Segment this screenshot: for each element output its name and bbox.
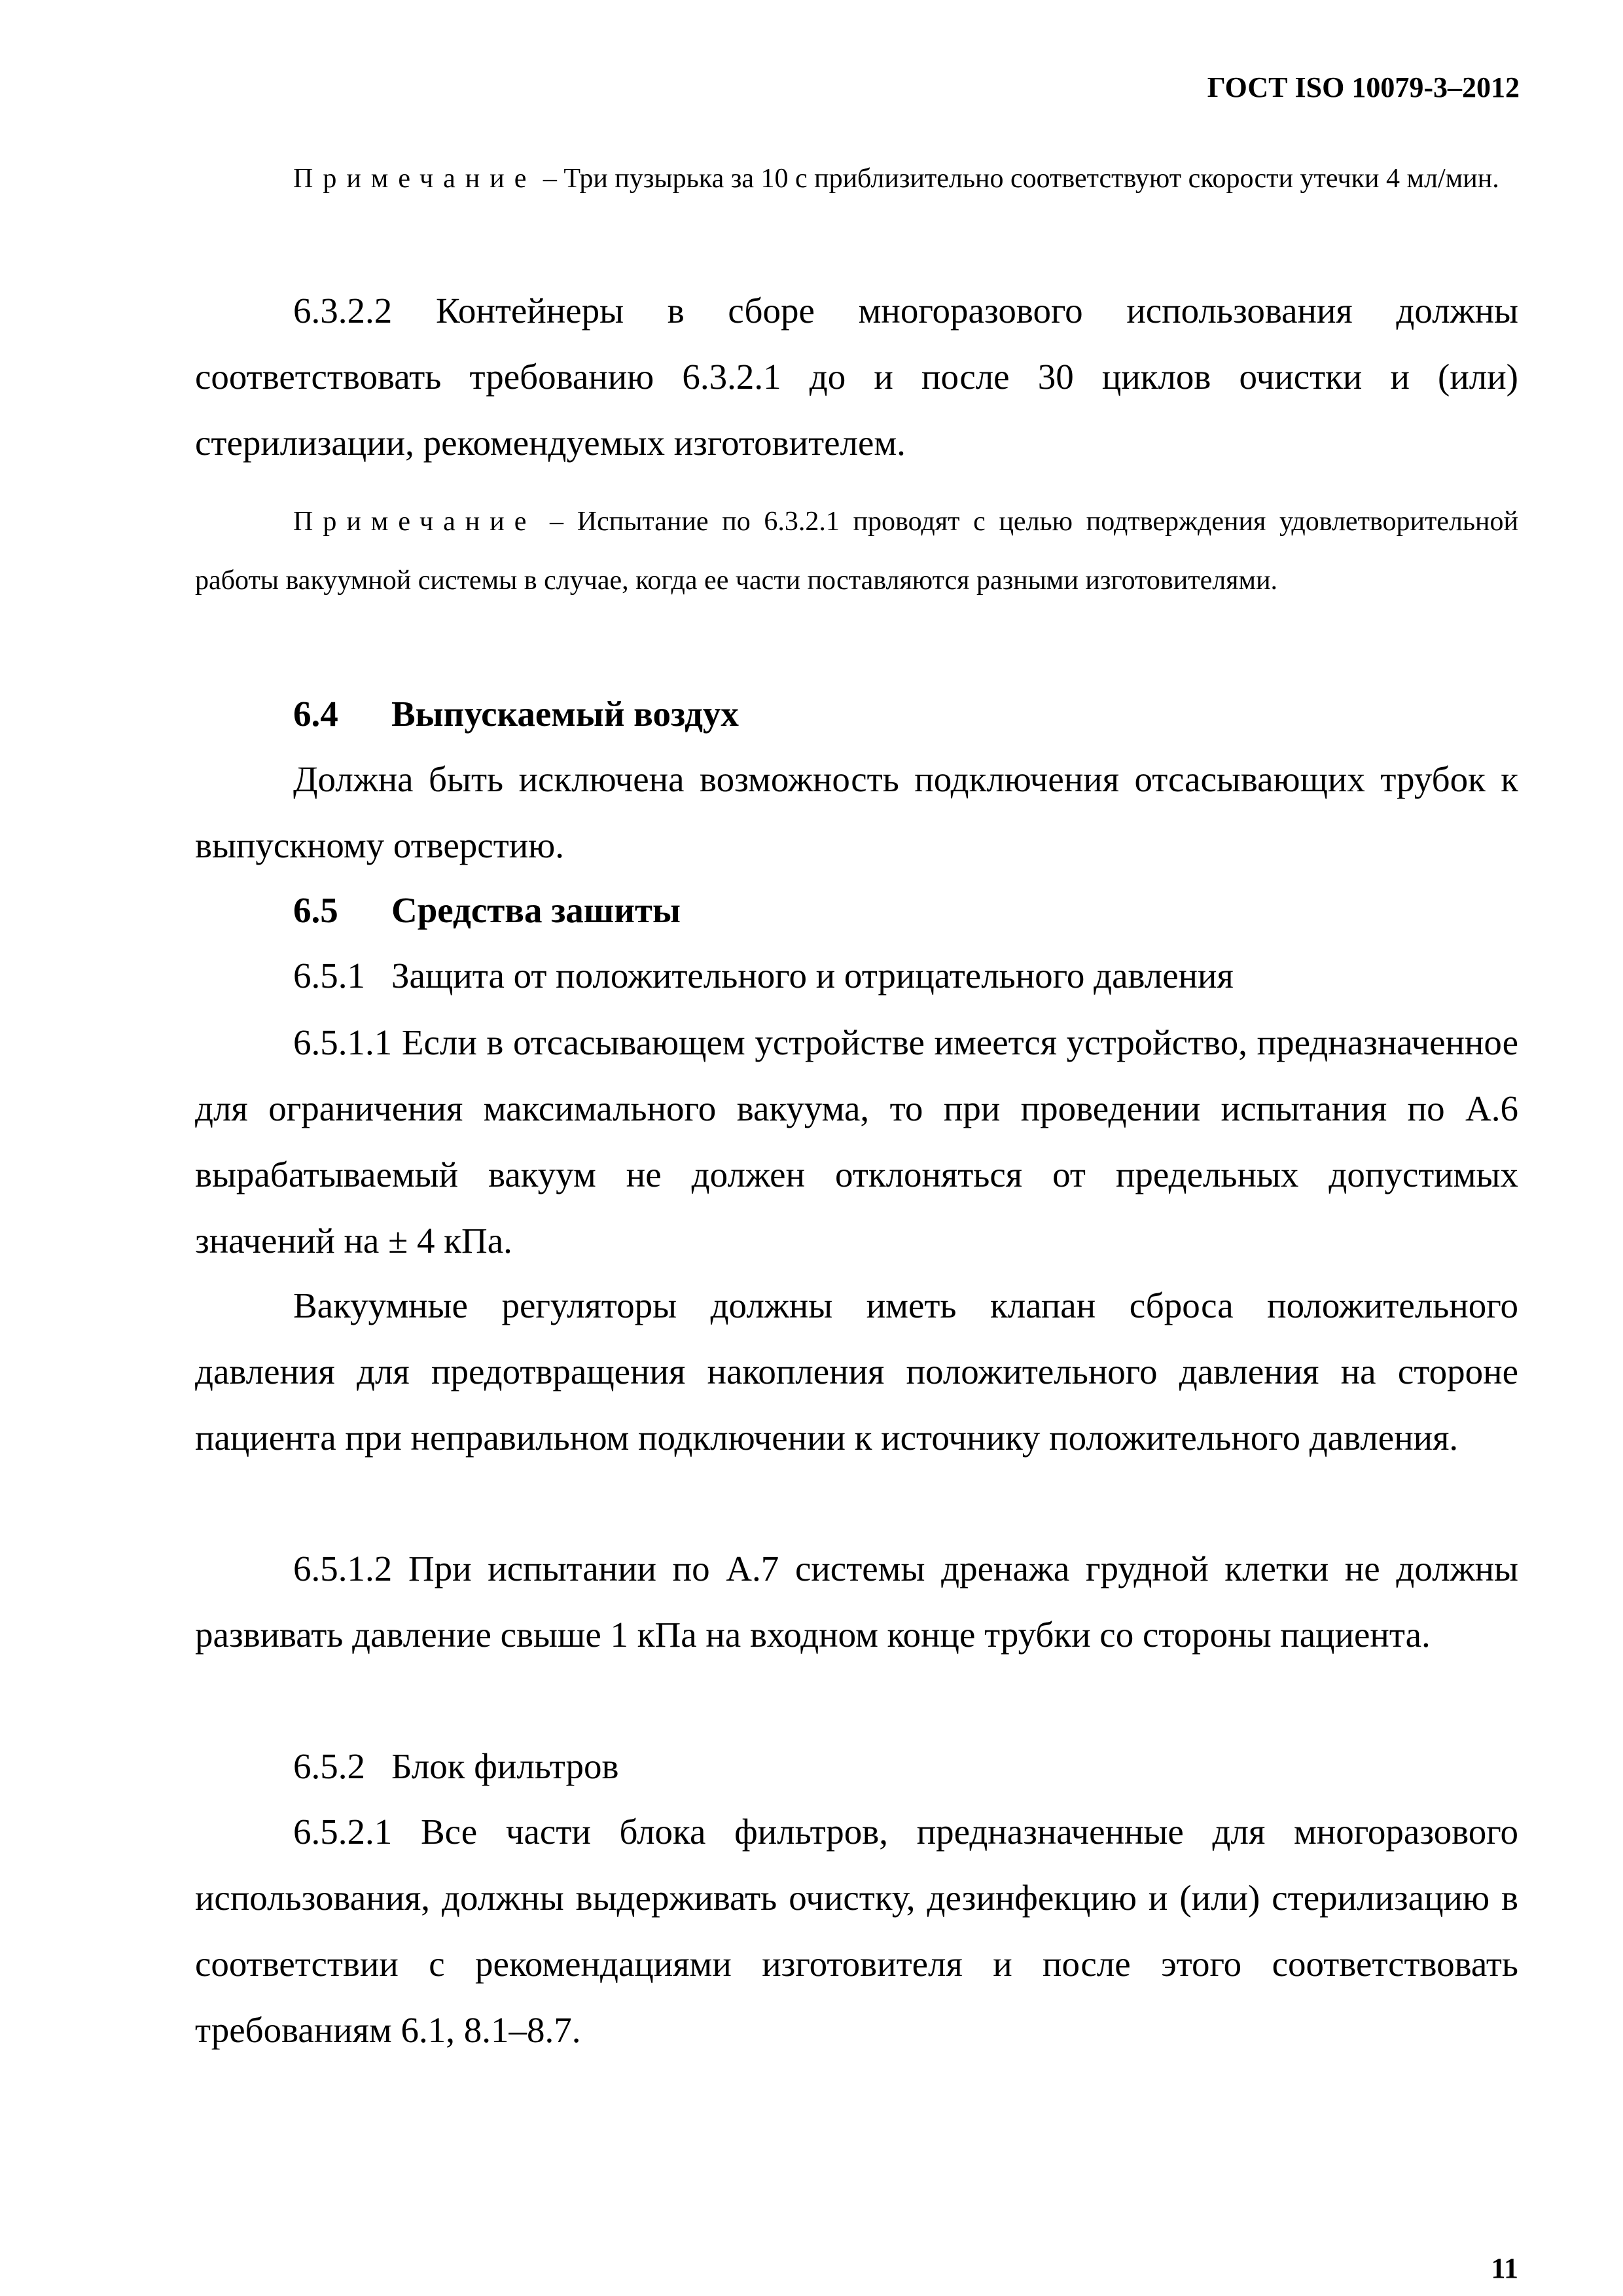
paragraph-vacuum-regulators: Вакуумные регуляторы должны иметь клапан сброса положительного давления для предотвращения накопления положительного давления на стороне пациента при неправильном подключении к источнику положительного давления. bbox=[195, 1285, 1518, 1458]
subsection-heading-6-5-2 bbox=[195, 1733, 1616, 1799]
note-text: Три пузырька за 10 с приблизительно соответствуют скорости утечки 4 мл/мин. bbox=[563, 164, 1499, 194]
paragraph-6-5-2-1: 6.5.2.1 Все части блока фильтров, предназначенные для многоразового использования, должны выдерживать очистку, дезинфекцию и (или) стерилизацию в соответствии с рекомендациями изготовителя и после этого соответствовать требованиям 6.1, 8.1–8.7. bbox=[195, 1812, 1518, 2050]
subsection-heading-6-5-1 bbox=[195, 942, 1616, 1009]
paragraph-6-4: Должна быть исключена возможность подключения отсасывающих трубок к выпускному отверстию. bbox=[195, 759, 1518, 865]
note-bubbles bbox=[195, 149, 1518, 208]
note-test bbox=[195, 492, 1518, 610]
subsection-title: Блок фильтров bbox=[391, 1746, 619, 1786]
subsection-number: 6.5.2 bbox=[293, 1746, 365, 1786]
note-dash: – bbox=[550, 507, 564, 537]
paragraph-6-3-2-2: 6.3.2.2 Контейнеры в сборе многоразового использования должны соответствовать требованию 6.3.2.1 до и после 30 циклов очистки и (или) стерилизации, рекомендуемых изготовителем. bbox=[195, 291, 1518, 463]
section-heading-6-4 bbox=[195, 681, 1616, 747]
note-label: Примечание bbox=[293, 507, 537, 537]
section-heading-6-5 bbox=[195, 877, 1616, 943]
document-header: ГОСТ ISO 10079-3–2012 bbox=[1207, 71, 1520, 103]
subsection-title: Защита от положительного и отрицательного давления bbox=[391, 956, 1234, 996]
section-number: 6.4 bbox=[293, 694, 338, 734]
note-label: Примечание bbox=[293, 164, 537, 194]
subsection-number: 6.5.1 bbox=[293, 956, 365, 996]
note-text: Испытание по 6.3.2.1 проводят с целью подтверждения удовлетворительной работы вакуумной системы в случае, когда ее части поставляются разными изготовителями. bbox=[195, 507, 1519, 596]
paragraph-6-5-1-2: 6.5.1.2 При испытании по А.7 системы дренажа грудной клетки не должны развивать давление свыше 1 кПа на входном конце трубки со стороны пациента. bbox=[195, 1549, 1518, 1655]
section-title: Средства зашиты bbox=[391, 890, 681, 930]
section-number: 6.5 bbox=[293, 890, 338, 930]
paragraph-6-5-1-1: 6.5.1.1 Если в отсасывающем устройстве имеется устройство, предназначенное для ограничения максимального вакуума, то при проведении испытания по А.6 вырабатываемый вакуум не должен отклоняться от предельных допустимых значений на ± 4 кПа. bbox=[195, 1022, 1518, 1261]
section-title: Выпускаемый воздух bbox=[391, 694, 739, 734]
note-dash: – bbox=[543, 164, 557, 194]
page-number: 11 bbox=[1491, 2252, 1518, 2284]
